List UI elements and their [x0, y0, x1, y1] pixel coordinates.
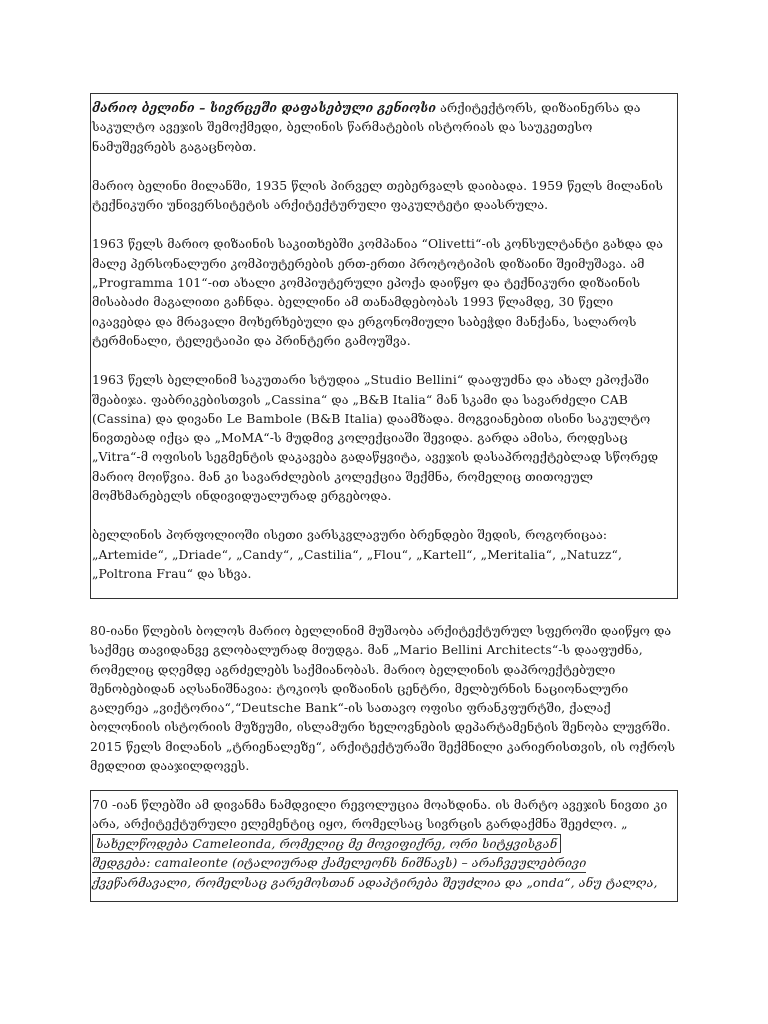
paragraph-studio: 1963 წელს ბელლინიმ საკუთარი სტუდია „Studio Bellini“ დააფუძნა და ახალ ეპოქაში შეაბიჯა. ფაბრიკებისთვის „Cassina“ და „B&B Italia“ მან სკამი და სავარძელი CAB (Cassina) და დივანი Le Bambole (B&B Italia) დაამზადა. მოგვიანებით ისინი საკულტო ნივთებად იქცა და „MoMA“-ს მუდმივ კოლექციაში შევიდა. გარდა ამისა, როდესაც „Vitra“-მ ოფისის სეგმენტის დაკავება გადაწყვიტა, ავეჯის დასაპროექტებლად სწორედ მარიო მოიწვია. მან კი სავარძლების კოლექცია შექმნა, რომელიც თითოეულ მომხმარებელს ინდივიდუალურად ერგებოდა.: [92, 372, 659, 504]
paragraph-cameleonda: [92, 795, 673, 892]
intro-rest: არქიტექტორს, დიზაინერსა და საკულტო ავეჯის შემოქმედი, ბელინის წარმატების ისტორიას და საუკეთესო ნამუშევრებს გაგაცნობთ.: [92, 100, 641, 154]
bordered-text-box-top: [90, 93, 678, 599]
intro-lead-bold: მარიო ბელინი – სივრცეში დაფასებული გენიოსი: [92, 100, 437, 115]
paragraph-architecture: 80-იანი წლების ბოლოს მარიო ბელლინიმ მუშაობა არქიტექტურულ სფეროში დაიწყო და საქმეც თავიდანვე გლობალურად მიუდგა. მან „Mario Bellini Architects“-ს დააფუძნა, რომელიც დღემდე აგრძელებს საქმიანობას. მარიო ბელლინის დაპროექტებული შენობებიდან აღსანიშნავია: ტოკიოს დიზაინის ცენტრი, მელბურნის ნაციონალური გალერეა „ვიქტორია“,“Deutsche Bank“-ის სათავო ოფისი ფრანკფურტში, ქალაქ ბოლონიის ისტორიის მუზეუმი, ისლამური ხელოვნების დეპარტამენტის შენობა ლუვრში. 2015 წელს მილანის „ტრიენალეზე“, არქიტექტურაში შექმნილი კარიერისთვის, ის ოქროს მედლით დააჯილდოვეს.: [90, 623, 676, 774]
paragraph-olivetti: 1963 წელს მარიო დიზაინის საკითხებში კომპანია “Olivetti“-ის კონსულტანტი გახდა და მალე პერსონალური კომპიუტერების ერთ-ერთი პროტოტიპის დიზაინი შეიმუშავა. ამ „Programma 101“-ით ახალი კომპიუტერული ეპოქა დაიწყო და ტექნიკური დიზაინის მისაბაძი მაგალითი გაჩნდა. ბელლინი ამ თანამდებობას 1993 წლამდე, 30 წელი იკავებდა და მრავალი მოხერხებული და ერგონომიული საბეჭდი მანქანა, სალაროს ტერმინალი, ტელეტაიპი და პრინტერი გამოუშვა.: [92, 236, 664, 348]
quote-line-3: ქვეწარმავალი, რომელსაც გარემოსთან ადაპტირება შეუძლია და „onda“, ანუ ტალღა,: [92, 875, 658, 891]
quote-line-1: სახელწოდება Cameleonda, რომელიც მე მოვიფიქრე, ორი სიტყვისგან: [92, 834, 561, 853]
paragraph-birth: მარიო ბელინი მილანში, 1935 წლის პირველ თებერვალს დაიბადა. 1959 წელს მილანის ტექნიკური უნივერსიტეტის არქიტექტურული ფაკულტეტი დაასრულა.: [92, 177, 663, 213]
cameleonda-intro: 70 -იან წლებში ამ დივანმა ნამდვილი რევოლუცია მოახდინა. ის მარტო ავეჯის ნივთი კი არა, არქიტექტურული ელემენტიც იყო, რომელსაც სივრცის გარდაქმნა შეეძლო. „: [92, 797, 668, 832]
bordered-text-box-bottom: [90, 790, 678, 902]
unboxed-text-block: [90, 621, 678, 775]
paragraph-intro: [92, 98, 673, 156]
paragraph-portfolio: ბელლინის პორფოლიოში ისეთი ვარსკვლავური ბრენდები შედის, როგორიცაა: „Artemide“, „Driade“, „Candy“, „Castilia“, „Flou“, „Kartell“, „Meritalia“, „Natuzz“, „Poltrona Frau“ და სხვა.: [92, 527, 623, 581]
quote-line-2: შედგება: camaleonte (იტალიურად ქამელეონს ნიშნავს) – არაჩვეულებრივი: [92, 853, 586, 873]
